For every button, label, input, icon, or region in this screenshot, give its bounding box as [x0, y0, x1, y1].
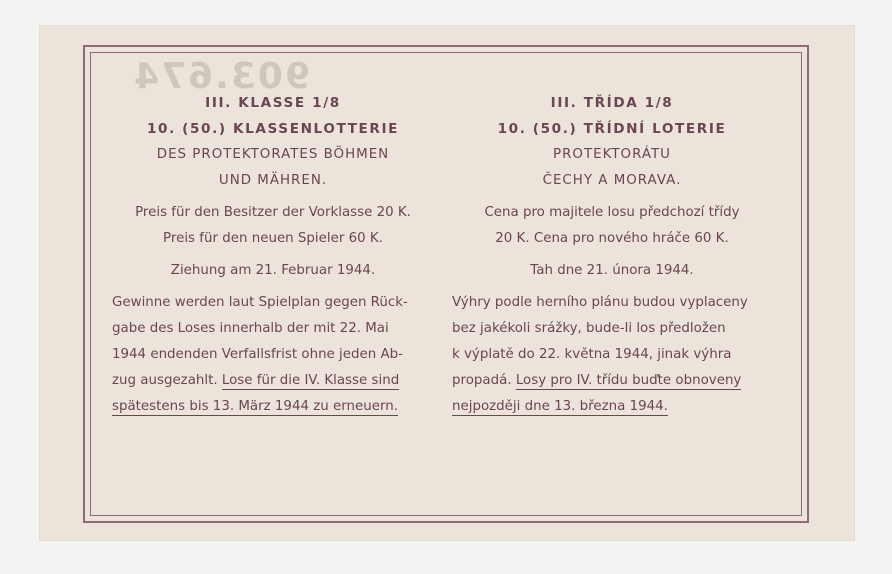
cz-price-block	[452, 200, 772, 252]
cz-class-title: III. TŘÍDA 1/8	[550, 95, 674, 111]
de-terms-block	[112, 290, 434, 420]
cz-terms-line-4a: propadá.	[452, 373, 516, 388]
de-lottery-title: 10. (50.) KLASSENLOTTERIE	[146, 121, 400, 137]
de-terms-line-4	[112, 368, 434, 394]
cz-price-line-2: 20 K. Cena pro nového hráče 60 K.	[495, 231, 729, 246]
cz-terms-line-4	[452, 368, 772, 394]
show-through-number: 903.674	[132, 56, 310, 97]
de-class-title: III. KLASSE 1/8	[205, 95, 341, 111]
de-renewal-underlined-1: Lose für die IV. Klasse sind	[221, 373, 400, 388]
de-price-line-1: Preis für den Besitzer der Vorklasse 20 K.	[135, 205, 411, 220]
de-region-line: UND MÄHREN.	[218, 173, 328, 188]
cz-renewal-underlined-2: nejpozději dne 13. března 1944.	[452, 399, 668, 414]
cz-terms-line-5	[452, 394, 772, 420]
cz-region-line: ČECHY A MORAVA.	[542, 173, 682, 188]
de-price-block	[112, 200, 434, 252]
cz-terms-line-2: bez jakékoli srážky, bude-li los předložen	[452, 321, 726, 336]
cz-protectorate-line: PROTEKTORÁTU	[553, 147, 671, 162]
de-renewal-underlined-2: spätestens bis 13. März 1944 zu erneuern.	[112, 399, 398, 414]
de-terms-line-1: Gewinne werden laut Spielplan gegen Rück-	[112, 295, 408, 310]
de-price-line-2: Preis für den neuen Spieler 60 K.	[163, 231, 383, 246]
de-draw-date: Ziehung am 21. Februar 1944.	[170, 263, 376, 278]
de-terms-line-4a: zug ausgezahlt.	[112, 373, 222, 388]
de-terms-line-2: gabe des Loses innerhalb der mit 22. Mai	[112, 321, 389, 336]
de-terms-line-3: 1944 endenden Verfallsfrist ohne jeden Ab-	[112, 347, 403, 362]
cz-draw-date: Tah dne 21. února 1944.	[530, 263, 694, 278]
cz-renewal-underlined-1: Losy pro IV. třídu buďte obnoveny	[515, 373, 742, 388]
german-column	[112, 90, 434, 420]
cz-terms-line-1: Výhry podle herního plánu budou vyplaceny	[452, 295, 748, 310]
lottery-ticket-back	[40, 26, 854, 540]
czech-column	[452, 90, 772, 420]
de-terms-line-5	[112, 394, 434, 420]
cz-terms-line-3: k výplatě do 22. května 1944, jinak výhra	[452, 347, 732, 362]
de-protectorate-line: DES PROTEKTORATES BÖHMEN	[156, 147, 390, 162]
cz-price-line-1: Cena pro majitele losu předchozí třídy	[484, 205, 740, 220]
cz-terms-block	[452, 290, 772, 420]
cz-lottery-title: 10. (50.) TŘÍDNÍ LOTERIE	[497, 121, 727, 137]
